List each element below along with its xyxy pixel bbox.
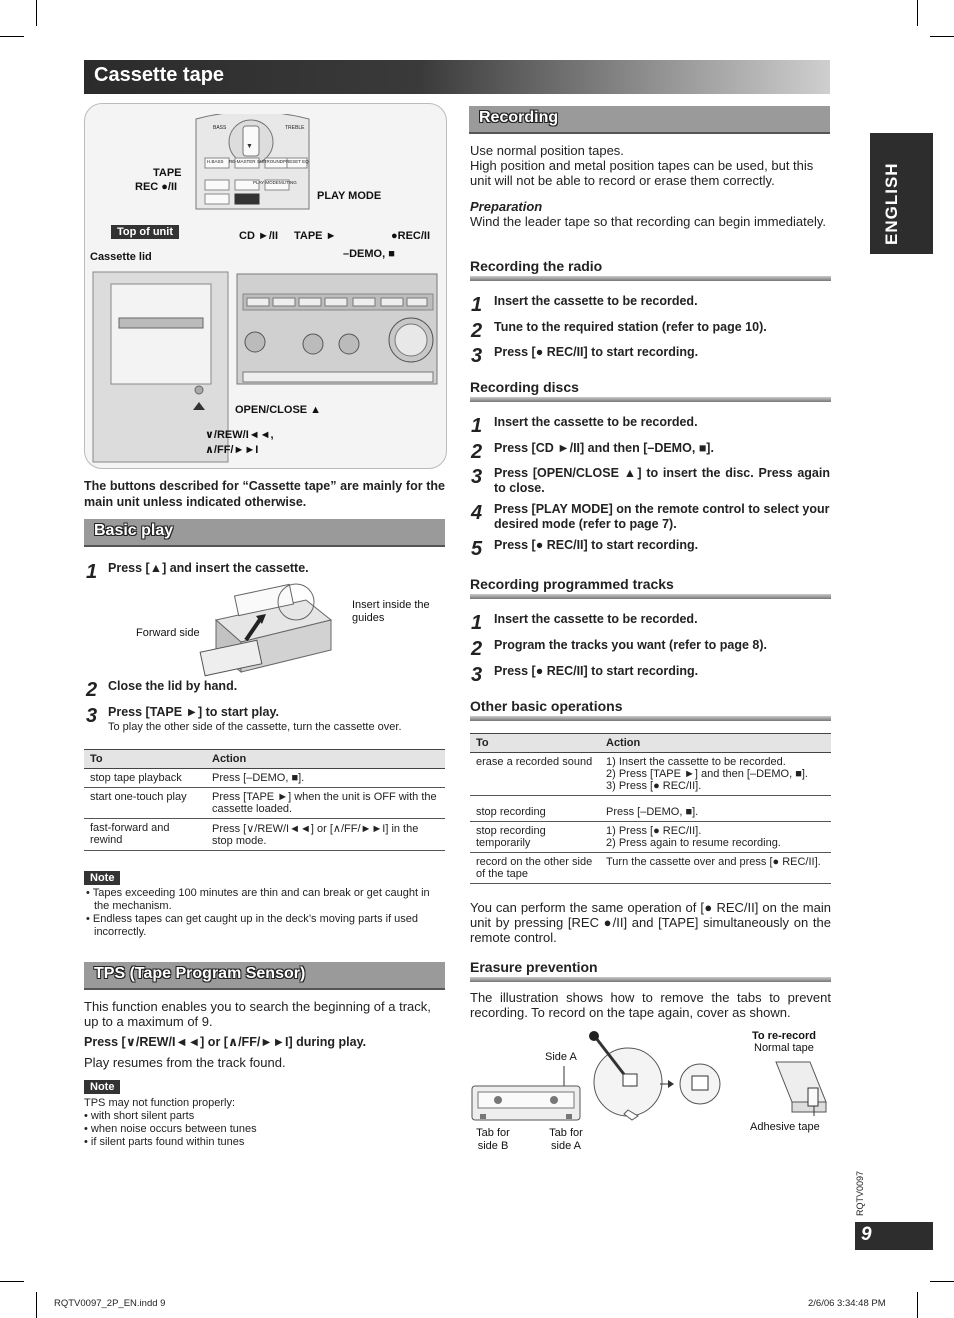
tab-side-b-label: Tab for side B <box>476 1127 510 1152</box>
step-number: 2 <box>471 638 483 660</box>
tps-heading-text: TPS (Tape Program Sensor) <box>94 965 306 982</box>
erasure-text: The illustration shows how to remove the tabs to prevent recording. To record on the tape again, cover as shown. <box>470 990 831 1020</box>
table-cell: erase a recorded sound <box>470 753 600 796</box>
recording-heading-text: Recording <box>479 109 559 126</box>
language-label: ENGLISH <box>882 162 901 245</box>
table-row <box>84 819 445 851</box>
recording-heading <box>469 106 830 134</box>
discs-heading: Recording discs <box>470 379 579 395</box>
table-cell: Turn the cassette over and press [● REC/II]. <box>600 853 831 884</box>
basic-step-1: Press [▲] and insert the cassette. <box>108 561 309 575</box>
radio-heading: Recording the radio <box>470 258 603 274</box>
label-demo: –DEMO, ■ <box>343 248 395 260</box>
discs-step-2: Press [CD ►/II] and then [–DEMO, ■]. <box>494 441 714 455</box>
label-tape: TAPE <box>153 167 182 179</box>
step-number: 3 <box>471 664 483 686</box>
other-ops-heading: Other basic operations <box>470 698 623 714</box>
footer-filename: RQTV0097_2P_EN.indd 9 <box>54 1298 166 1309</box>
doc-code: RQTV0097 <box>855 1170 865 1216</box>
radio-step-1: Insert the cassette to be recorded. <box>494 294 698 308</box>
label-cassette-lid: Cassette lid <box>90 251 152 263</box>
step-number: 2 <box>471 441 483 463</box>
note-item: • when noise occurs between tunes <box>84 1123 257 1135</box>
unit-diagram <box>84 103 447 469</box>
programmed-step-1: Insert the cassette to be recorded. <box>494 612 698 626</box>
other-ops-footnote: You can perform the same operation of [● REC/II] on the main unit by pressing [REC ●/II] and [TAPE] simultaneously on the remote control. <box>470 900 831 945</box>
normal-tape-label: Normal tape <box>754 1042 814 1054</box>
main-unit-panel-illustration <box>235 270 441 390</box>
label-open-close: OPEN/CLOSE ▲ <box>235 404 322 416</box>
note-item: • Tapes exceeding 100 minutes are thin and can break or get caught in the mechanism. <box>86 887 430 912</box>
page-title-bar <box>84 60 830 94</box>
step-number: 1 <box>471 612 483 634</box>
tps-press: Press [∨/REW/I◄◄] or [∧/FF/►►I] during play. <box>84 1035 367 1049</box>
note-item: • if silent parts found within tunes <box>84 1136 245 1148</box>
page-title: Cassette tape <box>94 64 225 86</box>
tab-side-a-label: Tab for side A <box>549 1127 583 1152</box>
label-tape-play: TAPE ► <box>294 230 337 242</box>
note-intro: TPS may not function properly: <box>84 1097 236 1109</box>
step-number: 1 <box>471 294 483 316</box>
preparation-label: Preparation <box>470 199 543 214</box>
table-cell: Press [TAPE ►] when the unit is OFF with the cassette loaded. <box>206 788 445 819</box>
programmed-step-3: Press [● REC/II] to start recording. <box>494 664 699 678</box>
table-cell: Press [∨/REW/I◄◄] or [∧/FF/►►I] in the stop mode. <box>206 819 445 851</box>
tps-resume: Play resumes from the track found. <box>84 1055 286 1070</box>
table-cell: stop recording temporarily <box>470 822 600 853</box>
table-row <box>470 822 831 853</box>
label-ff: ∧/FF/►►I <box>205 444 259 456</box>
step-number: 3 <box>86 705 98 727</box>
basic-play-table <box>84 749 445 851</box>
remote-remaster-label: RE-MASTER <box>229 159 256 164</box>
preparation-text: Wind the leader tape so that recording can begin immediately. <box>470 214 827 229</box>
basic-play-notes <box>84 887 445 939</box>
table-row <box>470 796 831 822</box>
cassette-tabs-illustration <box>468 1030 748 1130</box>
remote-treble-label: TREBLE <box>285 125 305 131</box>
table-cell: stop recording <box>470 796 600 822</box>
step-number: 5 <box>471 538 483 560</box>
tps-heading <box>84 962 445 990</box>
programmed-step-2: Program the tracks you want (refer to page 8). <box>494 638 767 652</box>
divider <box>470 716 831 721</box>
step-number: 1 <box>471 415 483 437</box>
discs-step-4: Press [PLAY MODE] on the remote control to select your desired mode (refer to page 7). <box>494 502 830 531</box>
divider <box>470 594 831 599</box>
language-tab <box>870 133 933 254</box>
basic-play-heading <box>84 519 445 547</box>
intro-note: The buttons described for “Cassette tape” are mainly for the main unit unless indicated otherwise. <box>84 479 445 509</box>
note-badge: Note <box>84 1080 120 1094</box>
table-row <box>470 753 831 796</box>
other-ops-table <box>470 733 831 884</box>
tps-description: This function enables you to search the beginning of a track, up to a maximum of 9. <box>84 999 431 1029</box>
footer-timestamp: 2/6/06 3:34:48 PM <box>808 1298 886 1309</box>
table-cell: start one-touch play <box>84 788 206 819</box>
tps-notes <box>84 1097 445 1149</box>
table-cell: 1) Insert the cassette to be recorded. 2) Press [TAPE ►] and then [–DEMO, ■]. 3) Press [● REC/II]. <box>600 753 831 796</box>
adhesive-tape-label: Adhesive tape <box>750 1121 820 1133</box>
table-header: To <box>470 734 600 753</box>
step-number: 4 <box>471 502 483 524</box>
label-rew: ∨/REW/I◄◄, <box>205 429 274 441</box>
table-cell: Press [–DEMO, ■]. <box>206 769 445 788</box>
table-cell: stop tape playback <box>84 769 206 788</box>
divider <box>470 397 831 402</box>
discs-step-1: Insert the cassette to be recorded. <box>494 415 698 429</box>
remote-bass-label: BASS <box>213 125 227 131</box>
step-number: 1 <box>86 561 98 583</box>
basic-step-3-sub: To play the other side of the cassette, turn the cassette over. <box>108 721 402 733</box>
basic-step-2: Close the lid by hand. <box>108 679 238 693</box>
remote-surround-label: SURROUND <box>257 159 284 164</box>
remote-hbass-label: H.BASS <box>207 159 224 164</box>
adhesive-tape-illustration <box>770 1058 834 1118</box>
table-cell: fast-forward and rewind <box>84 819 206 851</box>
forward-side-label: Forward side <box>136 627 200 639</box>
re-record-label: To re-record <box>752 1030 816 1042</box>
divider <box>470 276 831 281</box>
programmed-heading: Recording programmed tracks <box>470 576 674 592</box>
label-top-of-unit: Top of unit <box>111 225 179 239</box>
label-rec-unit: ●REC/II <box>391 230 431 242</box>
erasure-heading: Erasure prevention <box>470 959 598 975</box>
page-number-box <box>855 1222 933 1250</box>
note-badge: Note <box>84 871 120 885</box>
recording-intro-2: High position and metal position tapes can be used, but this unit will not be able to record or erase them correctly. <box>470 158 814 188</box>
label-cd: CD ►/II <box>239 230 278 242</box>
svg-text:▼: ▼ <box>246 143 253 150</box>
table-cell: 1) Press [● REC/II]. 2) Press again to resume recording. <box>600 822 831 853</box>
table-header: Action <box>600 734 831 753</box>
cassette-insert-illustration <box>196 580 346 680</box>
discs-step-5: Press [● REC/II] to start recording. <box>494 538 699 552</box>
step-number: 2 <box>471 320 483 342</box>
table-header: Action <box>206 750 445 769</box>
label-rec-remote: REC ●/II <box>135 181 178 193</box>
discs-step-3: Press [OPEN/CLOSE ▲] to insert the disc. Press again to close. <box>494 466 830 495</box>
table-row <box>84 769 445 788</box>
table-cell: Press [–DEMO, ■]. <box>600 796 831 822</box>
side-a-label: Side A <box>545 1051 577 1063</box>
remote-preseteq-label: PRESET EQ <box>283 159 309 164</box>
label-play-mode: PLAY MODE <box>317 190 382 202</box>
radio-step-2: Tune to the required station (refer to page 10). <box>494 320 767 334</box>
note-item: • Endless tapes can get caught up in the deck’s moving parts if used incorrectly. <box>86 913 419 938</box>
page-number: 9 <box>861 1224 872 1245</box>
table-header: To <box>84 750 206 769</box>
radio-step-3: Press [● REC/II] to start recording. <box>494 345 699 359</box>
basic-step-3: Press [TAPE ►] to start play. <box>108 705 279 719</box>
remote-muting-label: MUTING <box>279 180 297 185</box>
divider <box>470 977 831 982</box>
note-item: • with short silent parts <box>84 1110 195 1122</box>
step-number: 3 <box>471 345 483 367</box>
step-number: 2 <box>86 679 98 701</box>
table-row <box>84 788 445 819</box>
remote-playmode-small: PLAY MODE <box>253 180 279 185</box>
step-number: 3 <box>471 466 483 488</box>
table-cell: record on the other side of the tape <box>470 853 600 884</box>
basic-play-heading-text: Basic play <box>94 522 174 539</box>
recording-intro-1: Use normal position tapes. <box>470 143 624 158</box>
insert-guides-label: Insert inside the guides <box>352 599 430 624</box>
recording-intro <box>470 143 831 188</box>
table-row <box>470 853 831 884</box>
